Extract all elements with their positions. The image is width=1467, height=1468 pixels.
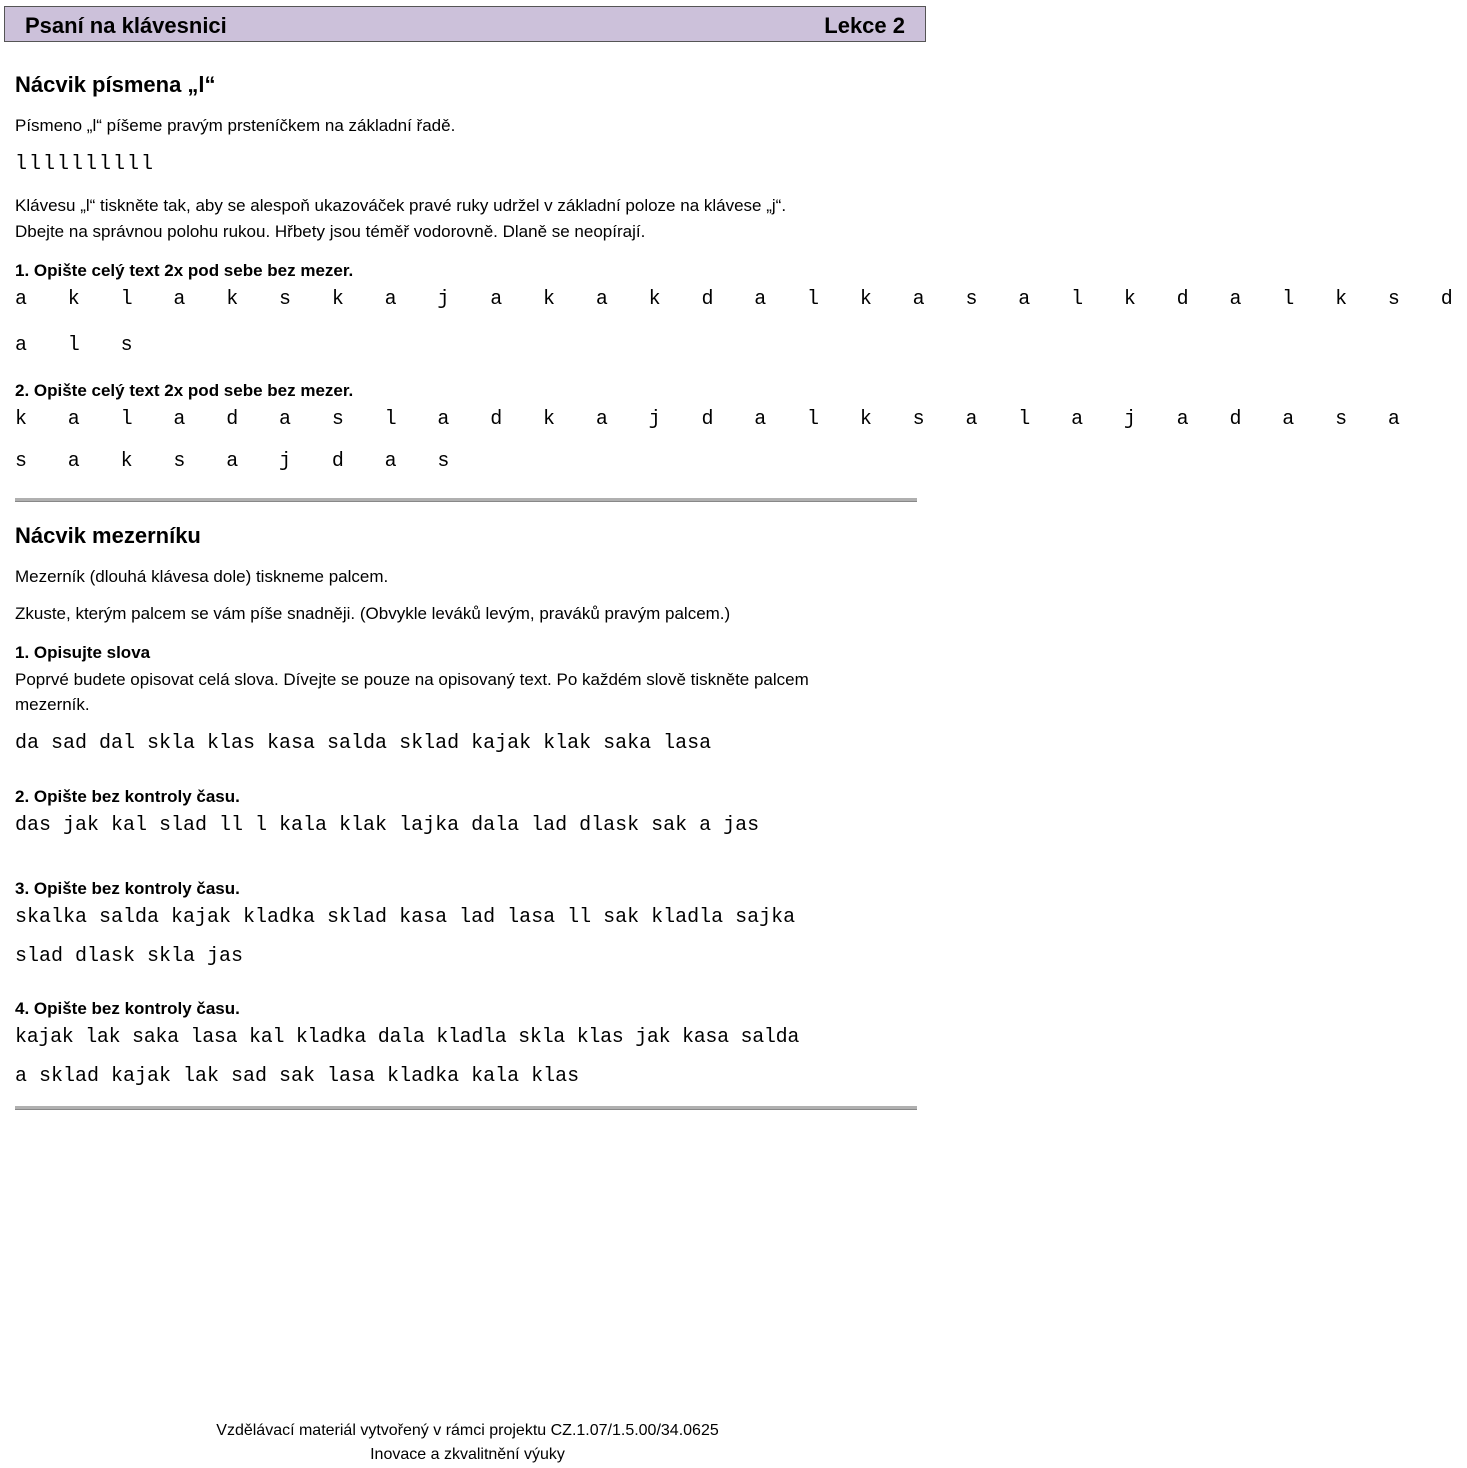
exercise1-line1: a k l a k s k a j a k a k d a l k a s a l k d a l k s d	[15, 288, 1467, 311]
spacebar-exercise4-line2: a sklad kajak lak sad sak lasa kladka kala klas	[15, 1065, 580, 1088]
document-header	[4, 6, 926, 42]
spacebar-exercise2-label: 2. Opište bez kontroly času.	[15, 787, 240, 806]
section2-heading: Nácvik mezerníku	[15, 523, 201, 548]
section1-note-line2: Dbejte na správnou polohu rukou. Hřbety jsou téměř vodorovně. Dlaně se neopírají.	[15, 222, 646, 241]
exercise1-label: 1. Opište celý text 2x pod sebe bez mezer.	[15, 261, 354, 280]
exercise2-line2: s a k s a j d a s	[15, 450, 464, 473]
spacebar-exercise3-line1: skalka salda kajak kladka sklad kasa lad lasa ll sak kladla sajka	[15, 906, 796, 929]
section2-p2: Zkuste, kterým palcem se vám píše snadněji. (Obvykle leváků levým, praváků pravým palcem.)	[15, 604, 731, 623]
section-divider	[15, 498, 917, 502]
section1-note-line1: Klávesu „l“ tiskněte tak, aby se alespoň ukazováček pravé ruky udržel v základní poloze na klávese „j“.	[15, 196, 787, 215]
end-divider	[15, 1106, 917, 1110]
header-lesson: Lekce 2	[824, 13, 905, 38]
spacebar-exercise4-line1: kajak lak saka lasa kal kladka dala kladla skla klas jak kasa salda	[15, 1026, 800, 1049]
spacebar-exercise1-desc-line2: mezerník.	[15, 695, 90, 714]
spacebar-exercise1-desc-line1: Poprvé budete opisovat celá slova. Dívejte se pouze na opisovaný text. Po každém slově tiskněte palcem	[15, 670, 809, 689]
spacebar-exercise3-line2: slad dlask skla jas	[15, 945, 244, 968]
section1-heading: Nácvik písmena „l“	[15, 72, 216, 97]
exercise2-label: 2. Opište celý text 2x pod sebe bez mezer.	[15, 381, 354, 400]
spacebar-exercise1-text: da sad dal skla klas kasa salda sklad kajak klak saka lasa	[15, 732, 712, 755]
spacebar-exercise2-text: das jak kal slad ll l kala klak lajka dala lad dlask sak a jas	[15, 814, 760, 837]
footer-project: Vzdělávací materiál vytvořený v rámci projektu CZ.1.07/1.5.00/34.0625	[216, 1422, 719, 1439]
spacebar-exercise1-label: 1. Opisujte slova	[15, 643, 151, 662]
header-title: Psaní na klávesnici	[25, 13, 227, 38]
spacebar-exercise4-label: 4. Opište bez kontroly času.	[15, 999, 240, 1018]
exercise2-line1: k a l a d a s l a d k a j d a l k s a l a j a d a s a	[15, 408, 1415, 431]
exercise1-line2: a l s	[15, 334, 148, 357]
section1-intro: Písmeno „l“ píšeme pravým prsteníčkem na základní řadě.	[15, 116, 456, 135]
spacebar-exercise3-label: 3. Opište bez kontroly času.	[15, 879, 240, 898]
footer-subtitle: Inovace a zkvalitnění výuky	[370, 1446, 565, 1463]
drill-letters: llllllllll	[15, 153, 156, 176]
section2-p1: Mezerník (dlouhá klávesa dole) tiskneme palcem.	[15, 567, 389, 586]
